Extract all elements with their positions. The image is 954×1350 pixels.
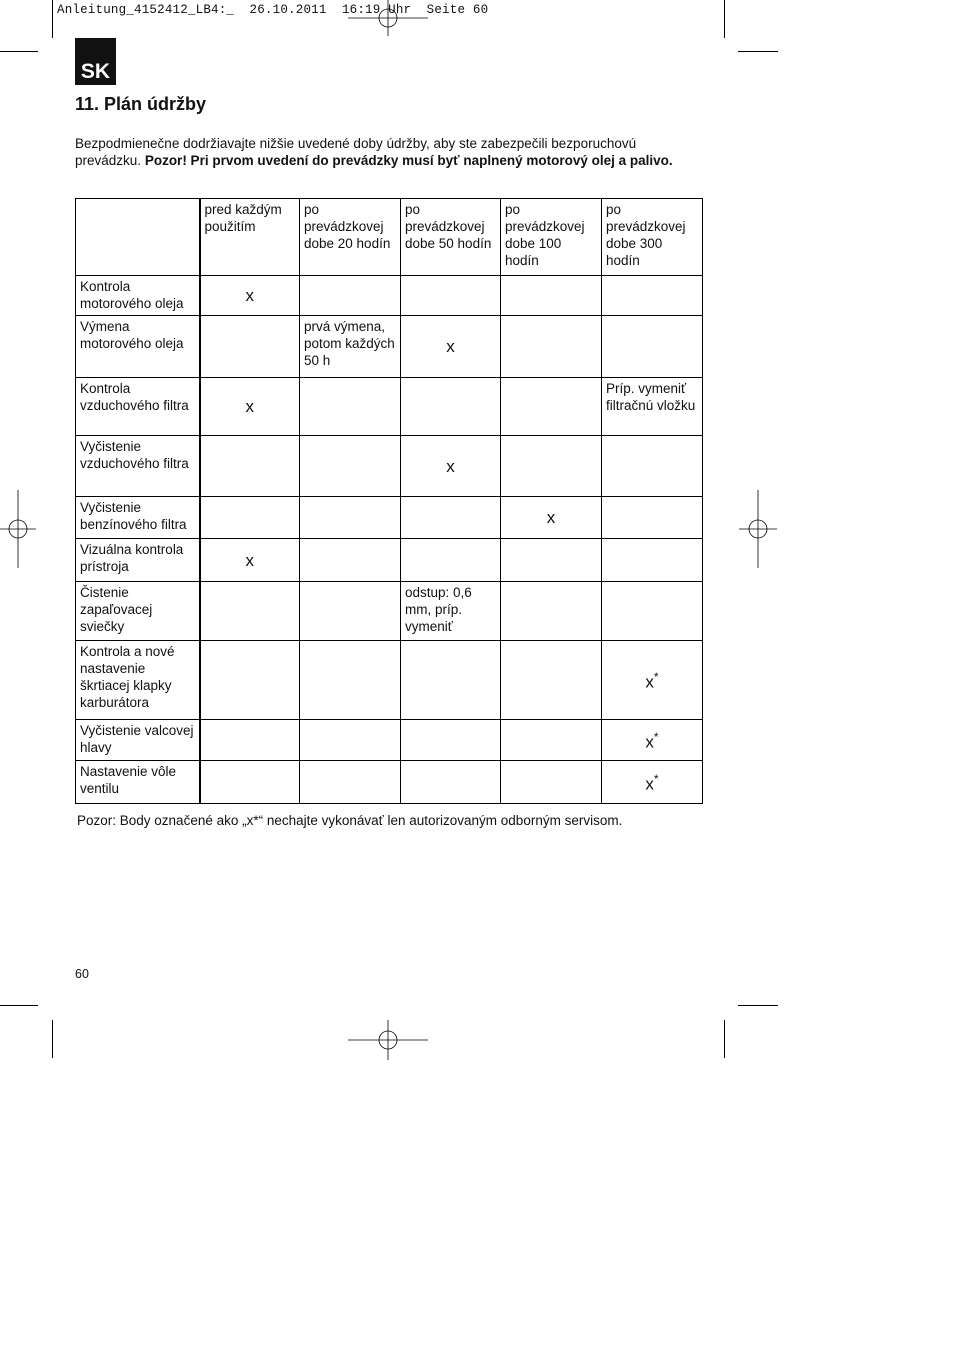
table-cell [401, 378, 501, 436]
table-cell [200, 582, 300, 641]
task-cell: Čistenie zapaľovacej sviečky [76, 582, 200, 641]
table-cell [200, 436, 300, 497]
table-cell [501, 582, 602, 641]
intro-paragraph [75, 135, 675, 169]
intro-warning: Pozor! Pri prvom uvedení do prevádzky musí byť naplnený motorový olej a palivo. [144, 153, 673, 168]
table-cell [401, 641, 501, 720]
interval-mark: x [200, 276, 300, 316]
table-cell [602, 436, 703, 497]
table-cell [401, 761, 501, 804]
registration-mark-icon [348, 1020, 428, 1060]
table-row [76, 582, 703, 641]
table-row [76, 497, 703, 539]
table-cell [501, 761, 602, 804]
table-cell [300, 720, 401, 761]
table-cell [300, 761, 401, 804]
table-cell [401, 720, 501, 761]
table-cell [501, 720, 602, 761]
print-slug: Anleitung_4152412_LB4:_ 26.10.2011 16:19 Uhr Seite 60 [57, 3, 489, 17]
table-cell [501, 641, 602, 720]
table-cell [602, 582, 703, 641]
task-cell: Vyčistenie vzduchového filtra [76, 436, 200, 497]
section-title: 11. Plán údržby [75, 94, 207, 114]
table-cell [602, 539, 703, 582]
table-header-cell: po prevádzkovej dobe 50 hodín [401, 199, 501, 276]
table-header-row [76, 199, 703, 276]
task-cell: Výmena motorového oleja [76, 316, 200, 378]
table-cell: prvá výmena, potom každých 50 h [300, 316, 401, 378]
table-cell [401, 539, 501, 582]
interval-mark: x [401, 436, 501, 497]
interval-mark: x* [602, 720, 703, 761]
crop-mark [738, 1005, 778, 1006]
asterisk-mark: * [653, 730, 659, 745]
interval-mark: x* [602, 761, 703, 804]
table-cell [200, 316, 300, 378]
interval-mark: x [401, 316, 501, 378]
table-cell [300, 436, 401, 497]
table-header-cell: po prevádzkovej dobe 100 hodín [501, 199, 602, 276]
table-cell [501, 378, 602, 436]
table-row [76, 720, 703, 761]
asterisk-mark: * [653, 772, 659, 787]
task-cell: Vizuálna kontrola prístroja [76, 539, 200, 582]
table-cell [501, 316, 602, 378]
crop-mark [52, 0, 53, 38]
table-cell [200, 761, 300, 804]
registration-mark-icon [739, 490, 777, 568]
table-cell [300, 378, 401, 436]
table-cell [602, 316, 703, 378]
task-cell: Vyčistenie valcovej hlavy [76, 720, 200, 761]
table-cell [401, 276, 501, 316]
table-cell [200, 641, 300, 720]
table-cell [501, 276, 602, 316]
interval-mark: x [200, 539, 300, 582]
interval-mark: x [200, 378, 300, 436]
crop-mark [738, 51, 778, 52]
task-cell: Kontrola motorového oleja [76, 276, 200, 316]
language-badge: SK [75, 38, 116, 85]
table-cell [602, 497, 703, 539]
crop-mark [724, 0, 725, 38]
table-row [76, 276, 703, 316]
table-cell: odstup: 0,6 mm, príp. vymeniť [401, 582, 501, 641]
page-number: 60 [75, 967, 89, 981]
task-cell: Kontrola a nové nastavenie škrtiacej klapky karburátora [76, 641, 200, 720]
table-header-cell: po prevádzkovej dobe 300 hodín [602, 199, 703, 276]
table-cell [300, 497, 401, 539]
task-cell: Vyčistenie benzínového filtra [76, 497, 200, 539]
crop-mark [52, 1020, 53, 1058]
task-cell: Kontrola vzduchového filtra [76, 378, 200, 436]
table-header-cell [76, 199, 200, 276]
table-cell [300, 539, 401, 582]
crop-mark [0, 51, 38, 52]
task-cell: Nastavenie vôle ventilu [76, 761, 200, 804]
table-row [76, 641, 703, 720]
table-cell [501, 436, 602, 497]
table-header-cell: pred každým použitím [200, 199, 300, 276]
footnote: Pozor: Body označené ako „x*“ nechajte vykonávať len autorizovaným odborným servisom. [77, 813, 623, 828]
table-row [76, 539, 703, 582]
table-cell [602, 276, 703, 316]
table-cell [300, 641, 401, 720]
table-row [76, 378, 703, 436]
table-row [76, 316, 703, 378]
table-cell [200, 497, 300, 539]
table-cell [200, 720, 300, 761]
table-row [76, 761, 703, 804]
table-cell [501, 539, 602, 582]
table-header-cell: po prevádzkovej dobe 20 hodín [300, 199, 401, 276]
table-row [76, 436, 703, 497]
table-cell [300, 582, 401, 641]
interval-mark: x [501, 497, 602, 539]
table-cell [300, 276, 401, 316]
maintenance-schedule-table [75, 198, 703, 804]
crop-mark [0, 1005, 38, 1006]
table-cell: Príp. vymeniť filtračnú vložku [602, 378, 703, 436]
asterisk-mark: * [653, 670, 659, 685]
registration-mark-icon [0, 490, 36, 568]
intro-text: Bezpodmienečne dodržiavajte nižšie uvedené doby údržby, aby ste zabezpečili bezporuchovú prevádzku. [75, 136, 637, 168]
table-cell [401, 497, 501, 539]
interval-mark: x* [602, 641, 703, 720]
crop-mark [724, 1020, 725, 1058]
